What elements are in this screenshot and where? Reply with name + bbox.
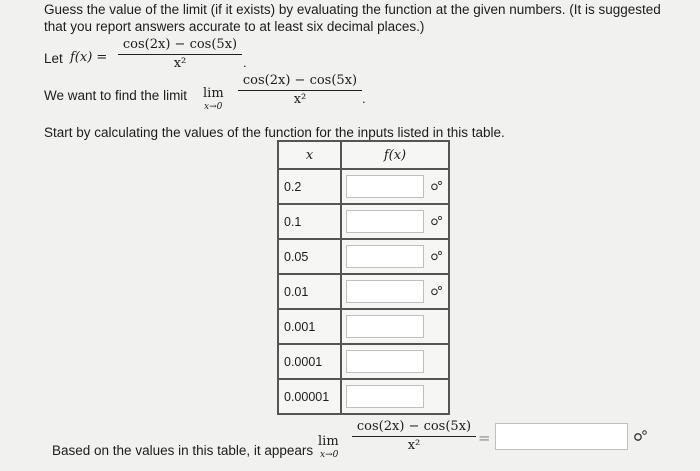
table-row xyxy=(278,204,449,239)
lim-word-bottom: lim xyxy=(318,434,339,449)
intro-line-2: that you report answers accurate to at least six decimal places.) xyxy=(44,19,425,34)
fx-answer-input[interactable] xyxy=(346,245,424,268)
x-value: 0.00001 xyxy=(278,379,341,414)
period-1: . xyxy=(243,55,247,70)
bottom-fraction xyxy=(352,419,476,453)
fx-cell xyxy=(341,204,449,239)
intro-line-1: Guess the value of the limit (if it exists) by evaluating the function at the given numbers. (It is suggested xyxy=(44,2,661,17)
table-row xyxy=(278,274,449,309)
limit-answer-input[interactable] xyxy=(495,423,628,450)
fx-answer-input[interactable] xyxy=(346,280,424,303)
table-row xyxy=(278,379,449,414)
x-value: 0.0001 xyxy=(278,344,341,379)
table-row xyxy=(278,169,449,204)
table-row xyxy=(278,309,449,344)
fx-answer-input[interactable] xyxy=(346,350,424,373)
limit-numerator: cos(2x) − cos(5x) xyxy=(242,73,358,88)
math-palette-icon[interactable] xyxy=(430,285,444,299)
equals-sign: = xyxy=(478,429,491,447)
math-palette-icon[interactable] xyxy=(430,250,444,264)
based-text: Based on the values in this table, it appears xyxy=(52,443,314,458)
x-value: 0.001 xyxy=(278,309,341,344)
x-value: 0.1 xyxy=(278,204,341,239)
function-numerator: cos(2x) − cos(5x) xyxy=(122,37,238,52)
math-palette-icon[interactable] xyxy=(633,429,649,443)
fx-answer-input[interactable] xyxy=(346,210,424,233)
function-fraction xyxy=(118,37,242,71)
fx-answer-input[interactable] xyxy=(346,175,424,198)
table-row xyxy=(278,344,449,379)
header-x: x xyxy=(278,141,341,169)
limit-denominator: x² xyxy=(293,92,307,107)
lim-word: lim xyxy=(203,86,224,101)
math-palette-icon[interactable] xyxy=(430,215,444,229)
fx-cell xyxy=(341,239,449,274)
bottom-denominator: x² xyxy=(407,438,421,453)
start-text: Start by calculating the values of the function for the inputs listed in this table. xyxy=(44,125,505,140)
fx-cell xyxy=(341,379,449,414)
table-row xyxy=(278,239,449,274)
lim-subscript-bottom: x→0 xyxy=(320,450,339,460)
period-2: . xyxy=(362,91,366,106)
fx-label: f(x) = xyxy=(70,50,108,65)
math-palette-icon[interactable] xyxy=(430,180,444,194)
function-denominator: x² xyxy=(173,56,187,71)
want-text: We want to find the limit xyxy=(44,88,188,103)
fx-answer-input[interactable] xyxy=(346,385,424,408)
header-fx: f(x) xyxy=(341,141,449,169)
x-value: 0.2 xyxy=(278,169,341,204)
fx-cell xyxy=(341,344,449,379)
fx-cell xyxy=(341,309,449,344)
lim-subscript: x→0 xyxy=(204,102,223,112)
let-label: Let xyxy=(44,51,63,66)
values-table xyxy=(277,140,450,415)
fx-answer-input[interactable] xyxy=(346,315,424,338)
limit-fraction xyxy=(238,73,362,107)
bottom-numerator: cos(2x) − cos(5x) xyxy=(356,419,472,434)
fx-cell xyxy=(341,169,449,204)
x-value: 0.05 xyxy=(278,239,341,274)
fx-cell xyxy=(341,274,449,309)
x-value: 0.01 xyxy=(278,274,341,309)
